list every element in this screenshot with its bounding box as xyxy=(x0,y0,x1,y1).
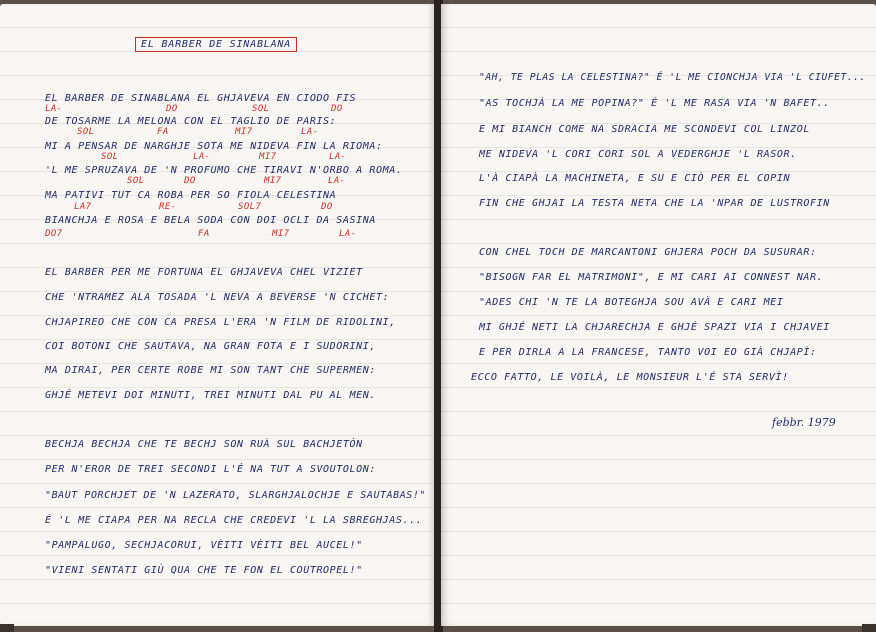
verse5-line-1: CON CHEL TOCH DE MARCANTONI GHJERA POCH DA SUSURAR: xyxy=(479,247,817,258)
chord: SOL xyxy=(77,127,95,137)
verse5-line-6: ECCO FATTO, LE VOILÀ, LE MONSIEUR L'É STA SERVÌ! xyxy=(471,372,789,383)
corner-shadow xyxy=(0,624,14,632)
chord: SOL xyxy=(127,176,145,186)
song-title: EL BARBER DE SINABLANA xyxy=(135,37,297,52)
verse2-line-3: CHJAPIREO CHE CON CA PRESA L'ERA 'N FILM DE RIDOLINI, xyxy=(45,317,396,328)
verse3-line-2: PER N'EROR DE TREI SECONDI L'É NA TUT A SVOUTOLON: xyxy=(45,464,377,475)
verse2-line-6: GHJÉ METEVI DOI MINUTI, TREI MINUTI DAL PU AL MEN. xyxy=(45,390,377,401)
chord: SOL xyxy=(101,152,119,162)
verse4-line-2: "AS TOCHJÀ LA ME POPINA?" É 'L ME RASA VIA 'N BAFET.. xyxy=(479,98,830,109)
verse5-line-2: "BISOGN FAR EL MATRIMONI", E MI CARI AI CONNEST NAR. xyxy=(479,272,824,283)
verse1-line-3: MI A PENSAR DE NARGHJE SOTA ME NIDEVA FIN LA RIOMA: xyxy=(45,141,383,152)
chord: SOL7 xyxy=(238,202,262,212)
right-page xyxy=(441,4,876,626)
verse3-line-5: "PAMPALUGO, SECHJACORUI, VÈITI VÈITI BEL AUCEL!" xyxy=(45,540,363,551)
chord: LA- xyxy=(328,176,346,186)
chord: LA- xyxy=(193,152,211,162)
chord: MI7 xyxy=(259,152,277,162)
chord: DO xyxy=(184,176,196,186)
verse1-line-6: BIANCHJA E ROSA E BELA SODA CON DOI OCLI DA SASINA xyxy=(45,215,377,226)
verse2-line-5: MA DIRAI, PER CERTE ROBE MI SON TANT CHE SUPERMEN: xyxy=(45,365,377,376)
chord: FA xyxy=(157,127,169,137)
chord: DO xyxy=(321,202,333,212)
verse4-line-1: "AH, TE PLAS LA CELESTINA?" É 'L ME CIONCHJA VIA 'L CIUFET... xyxy=(479,72,866,83)
chord: LA- xyxy=(339,229,357,239)
chord: LA- xyxy=(45,104,63,114)
verse1-line-4: 'L ME SPRUZAVA DE 'N PROFUMO CHE TIRAVI N'ORBO A ROMA. xyxy=(45,165,403,176)
verse5-line-5: E PER DIRLA A LA FRANCESE, TANTO VOI EO GIÀ CHJAPÌ: xyxy=(479,347,817,358)
verse2-line-2: CHE 'NTRAMEZ ALA TOSADA 'L NEVA A BEVERSE 'N CICHET: xyxy=(45,292,390,303)
verse4-line-4: ME NIDEVA 'L CORI CORI SOL A VEDERGHJE 'L RASOR. xyxy=(479,149,797,160)
date-signature: febbr. 1979 xyxy=(772,416,836,429)
verse3-line-3: "BAUT PORCHJET DE 'N LAZERATO, SLARGHJALOCHJE E SAUTABAS!" xyxy=(45,490,426,501)
left-page xyxy=(0,4,436,626)
chord: RE- xyxy=(159,202,177,212)
chord: LA- xyxy=(329,152,347,162)
chord: LA- xyxy=(301,127,319,137)
corner-shadow xyxy=(862,624,876,632)
verse4-line-6: FIN CHE GHJAI LA TESTA NETA CHE LA 'NPAR DE LUSTROFIN xyxy=(479,198,830,209)
chord: MI7 xyxy=(264,176,282,186)
chord: DO xyxy=(331,104,343,114)
verse3-line-6: "VIENI SENTATI GIÙ QUA CHE TE FON EL COUTROPEL!" xyxy=(45,565,363,576)
verse4-line-3: E MI BIANCH COME NA SDRACIA ME SCONDEVI COL LINZOL xyxy=(479,124,811,135)
verse2-line-4: COI BOTONI CHE SAUTAVA, NA GRAN FOTA E I SUDORINI, xyxy=(45,341,377,352)
verse3-line-1: BECHJA BECHJA CHE TE BECHJ SON RUÀ SUL BACHJETÓN xyxy=(45,439,363,450)
chord: MI7 xyxy=(235,127,253,137)
chord: DO7 xyxy=(45,229,63,239)
verse5-line-3: "ADES CHI 'N TE LA BOTEGHJA SOU AVÀ E CARI MEI xyxy=(479,297,784,308)
verse2-line-1: EL BARBER PER ME FORTUNA EL GHJAVEVA CHEL VIZIET xyxy=(45,267,363,278)
chord: MI7 xyxy=(272,229,290,239)
verse5-line-4: MI GHJÉ NETI LA CHJARECHJA E GHJÉ SPAZI VIA I CHJAVEI xyxy=(479,322,830,333)
verse4-line-5: L'À CIAPÀ LA MACHINETA, E SU E CIÒ PER EL COPIN xyxy=(479,173,791,184)
chord: LA7 xyxy=(74,202,92,212)
chord: DO xyxy=(166,104,178,114)
verse1-line-2: DE TOSARME LA MELONA CON EL TAGLIO DE PARIS: xyxy=(45,116,337,127)
verse1-line-5: MA PATIVI TUT CA ROBA PER SO FIOLA CELESTINA xyxy=(45,190,337,201)
verse3-line-4: É 'L ME CIAPA PER NA RECLA CHE CREDEVI 'L LA SBREGHJAS... xyxy=(45,515,423,526)
verse1-line-1: EL BARBER DE SINABLANA EL GHJAVEVA EN CIODO FIS xyxy=(45,93,357,104)
chord: FA xyxy=(198,229,210,239)
chord: SOL xyxy=(252,104,270,114)
